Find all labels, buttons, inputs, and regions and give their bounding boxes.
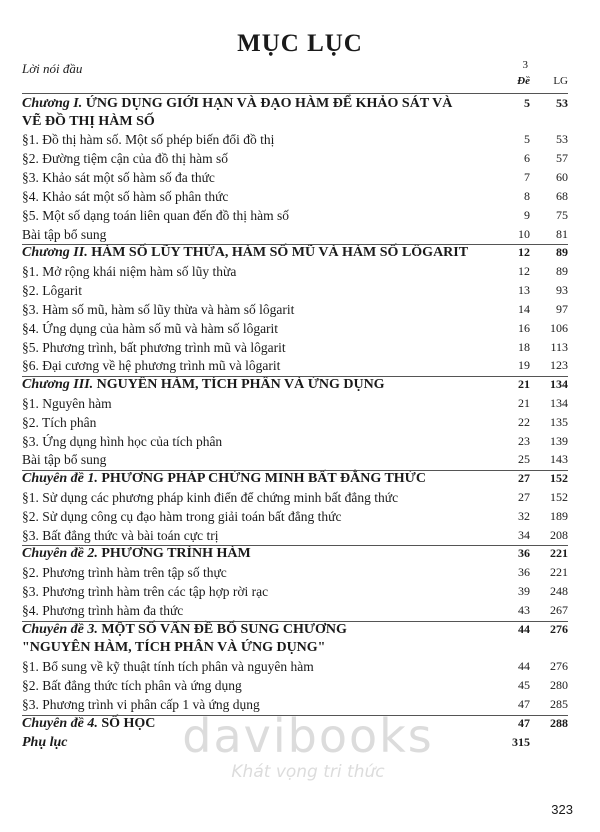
- entry-title: [22, 603, 183, 619]
- page-de: 10: [518, 227, 530, 241]
- entry-text: §3. Phương trình hàm trên các tập hợp rời rạc: [22, 584, 269, 599]
- entry-title: [22, 490, 398, 506]
- page-lg: 139: [550, 434, 568, 448]
- section-row: [22, 509, 568, 528]
- page-lg: 221: [550, 565, 568, 579]
- column-header-de: Đề: [517, 75, 530, 87]
- section-divider: [22, 376, 568, 377]
- entry-text: §5. Một số dạng toán liên quan đến đồ thị hàm số: [22, 208, 289, 223]
- entry-title: [22, 546, 251, 562]
- entry-title: [22, 208, 289, 224]
- section-row: [22, 321, 568, 340]
- entry-title: [22, 716, 155, 732]
- entry-title: [22, 358, 280, 374]
- entry-title: [22, 528, 218, 544]
- page-lg: 53: [556, 132, 568, 146]
- page-lg: 123: [550, 358, 568, 372]
- page-lg: 143: [550, 452, 568, 466]
- page-lg: 288: [550, 716, 568, 730]
- entry-title: [22, 565, 227, 581]
- entry-prefix: Chuyên đề 2.: [22, 546, 98, 561]
- entry-text: §4. Ứng dụng của hàm số mũ và hàm số lôgarit: [22, 321, 279, 336]
- page-lg: 208: [550, 528, 568, 542]
- entry-prefix: Chuyên đề 3.: [22, 622, 98, 637]
- page-lg: 189: [550, 509, 568, 523]
- page-lg: 113: [550, 340, 568, 354]
- section-row: [22, 415, 568, 434]
- section-row: [22, 452, 568, 471]
- section-divider: [22, 621, 568, 622]
- page-de: 315: [512, 735, 530, 749]
- page-de: 25: [518, 452, 530, 466]
- chapter-row: [22, 471, 568, 490]
- entry-text: §1. Sử dụng các phương pháp kinh điển để chứng minh bất đẳng thức: [22, 490, 399, 505]
- section-row: [22, 283, 568, 302]
- page-de: 27: [518, 471, 530, 485]
- page-lg: 152: [550, 490, 568, 504]
- page-lg: 97: [556, 302, 568, 316]
- entry-title: [22, 377, 385, 393]
- entry-title: [22, 659, 314, 675]
- entry-text-continued: VẼ ĐỒ THỊ HÀM SỐ: [22, 114, 155, 129]
- page-title: MỤC LỤC: [237, 30, 363, 57]
- section-row: [22, 396, 568, 415]
- page-lg: 135: [550, 415, 568, 429]
- entry-prefix: Chương I.: [22, 96, 83, 111]
- page-de: 23: [518, 434, 530, 448]
- entry-prefix: Chương III.: [22, 377, 94, 392]
- entry-text: PHƯƠNG PHÁP CHỨNG MINH BẤT ĐẲNG THỨC: [101, 471, 426, 486]
- page-de: 6: [524, 151, 530, 165]
- section-row: [22, 603, 568, 622]
- entry-title: [22, 697, 260, 713]
- page-lg: 89: [556, 264, 568, 278]
- watermark-brand: davibooks: [182, 709, 434, 763]
- entry-title: [22, 584, 268, 600]
- page-de: 18: [518, 340, 530, 354]
- entry-prefix: Chuyên đề 4.: [22, 716, 98, 731]
- entry-title: [22, 283, 82, 299]
- page-lg: 89: [556, 245, 568, 259]
- section-row: [22, 565, 568, 584]
- page-de: 7: [524, 170, 530, 184]
- entry-text: §2. Sử dụng công cụ đạo hàm trong giải toán bất đẳng thức: [22, 509, 342, 524]
- entry-text: Bài tập bổ sung: [22, 452, 107, 467]
- entry-text: §5. Phương trình, bất phương trình mũ và lôgarit: [22, 340, 286, 355]
- section-row: [22, 151, 568, 170]
- entry-text: §4. Khảo sát một số hàm số phân thức: [22, 189, 229, 204]
- page-de: 5: [524, 132, 530, 146]
- page-de: 39: [518, 584, 530, 598]
- entry-text: §3. Ứng dụng hình học của tích phân: [22, 434, 223, 449]
- entry-title: [22, 735, 68, 751]
- appendix-row: [22, 735, 568, 754]
- entry-text-continued: "NGUYÊN HÀM, TÍCH PHÂN VÀ ỨNG DỤNG": [22, 640, 326, 655]
- page-de: 45: [518, 678, 530, 692]
- entry-text: ỨNG DỤNG GIỚI HẠN VÀ ĐẠO HÀM ĐỂ KHẢO SÁT VÀ: [85, 96, 453, 111]
- section-row: [22, 434, 568, 453]
- entry-text: Bài tập bổ sung: [22, 227, 107, 242]
- entry-title: [22, 227, 106, 243]
- entry-text: §2. Phương trình hàm trên tập số thực: [22, 565, 227, 580]
- page-lg: 285: [550, 697, 568, 711]
- entry-prefix: Phụ lục: [22, 735, 68, 750]
- page-lg: 152: [550, 471, 568, 485]
- page-de: 9: [524, 208, 530, 222]
- chapter-row: [22, 377, 568, 396]
- entry-title: [22, 189, 228, 205]
- section-row: [22, 208, 568, 227]
- section-row: [22, 358, 568, 377]
- page-de: 22: [518, 415, 530, 429]
- section-row: [22, 132, 568, 151]
- page-lg: 134: [550, 377, 568, 391]
- entry-title: [22, 678, 242, 694]
- section-row: [22, 490, 568, 509]
- preface-page: 3: [522, 59, 528, 71]
- section-row: [22, 678, 568, 697]
- page-lg: 81: [556, 227, 568, 241]
- section-divider: [22, 93, 568, 94]
- page-de: 36: [518, 546, 530, 560]
- chapter-row: [22, 622, 568, 655]
- page-lg: 221: [550, 546, 568, 560]
- page-lg: 60: [556, 170, 568, 184]
- entry-text: §6. Đại cương về hệ phương trình mũ và lôgarit: [22, 358, 281, 373]
- entry-title: [22, 415, 96, 431]
- page-de: 13: [518, 283, 530, 297]
- entry-title: [22, 96, 452, 112]
- page-lg: 280: [550, 678, 568, 692]
- preface-label: Lời nói đầu: [22, 61, 83, 76]
- entry-text: NGUYÊN HÀM, TÍCH PHÂN VÀ ỨNG DỤNG: [96, 377, 385, 392]
- entry-text: HÀM SỐ LŨY THỪA, HÀM SỐ MŨ VÀ HÀM SỐ LÔGARIT: [91, 245, 469, 260]
- page-de: 36: [518, 565, 530, 579]
- page-de: 12: [518, 264, 530, 278]
- entry-text: §4. Phương trình hàm đa thức: [22, 603, 184, 618]
- section-divider: [22, 244, 568, 245]
- chapter-row: [22, 245, 568, 264]
- page-de: 44: [518, 622, 530, 636]
- entry-title: [22, 132, 274, 148]
- section-row: [22, 264, 568, 283]
- page-de: 43: [518, 603, 530, 617]
- entry-text: §2. Bất đẳng thức tích phân và ứng dụng: [22, 678, 242, 693]
- page-lg: 267: [550, 603, 568, 617]
- entry-title: [22, 321, 278, 337]
- page-number: 323: [551, 802, 573, 817]
- page-de: 44: [518, 659, 530, 673]
- entry-prefix: Chương II.: [22, 245, 88, 260]
- chapter-row: [22, 546, 568, 565]
- page-de: 21: [518, 377, 530, 391]
- section-row: [22, 659, 568, 678]
- entry-title: [22, 509, 341, 525]
- entry-text: PHƯƠNG TRÌNH HÀM: [101, 546, 251, 561]
- section-divider: [22, 545, 568, 546]
- page-de: 14: [518, 302, 530, 316]
- section-row: [22, 302, 568, 321]
- page-lg: 53: [556, 96, 568, 110]
- entry-title: [22, 264, 236, 280]
- column-header-lg: LG: [553, 75, 568, 87]
- entry-text: §1. Bổ sung về kỹ thuật tính tích phân và nguyên hàm: [22, 659, 314, 674]
- page-de: 12: [518, 245, 530, 259]
- page-lg: 276: [550, 622, 568, 636]
- page-lg: 276: [550, 659, 568, 673]
- entry-title: [22, 396, 112, 412]
- page-lg: 248: [550, 584, 568, 598]
- page-lg: 134: [550, 396, 568, 410]
- page-de: 16: [518, 321, 530, 335]
- page-lg: 57: [556, 151, 568, 165]
- page-de: 21: [518, 396, 530, 410]
- entry-title: [22, 471, 426, 487]
- page-de: 8: [524, 189, 530, 203]
- watermark-slogan: Khát vọng tri thức: [231, 762, 385, 782]
- entry-text: §2. Lôgarit: [22, 283, 82, 298]
- page-de: 34: [518, 528, 530, 542]
- entry-text: §1. Mở rộng khái niệm hàm số lũy thừa: [22, 264, 237, 279]
- entry-title: [22, 170, 215, 186]
- page-de: 47: [518, 716, 530, 730]
- chapter-row: [22, 716, 568, 735]
- entry-title: [22, 245, 468, 261]
- section-row: [22, 697, 568, 716]
- chapter-row: [22, 96, 568, 129]
- page-de: 27: [518, 490, 530, 504]
- entry-text: §2. Đường tiệm cận của đồ thị hàm số: [22, 151, 229, 166]
- page-lg: 68: [556, 189, 568, 203]
- entry-title: [22, 340, 286, 356]
- page-de: 32: [518, 509, 530, 523]
- entry-text: MỘT SỐ VẤN ĐỀ BỔ SUNG CHƯƠNG: [101, 622, 347, 637]
- entry-text: §1. Đồ thị hàm số. Một số phép biến đổi đồ thị: [22, 132, 275, 147]
- entry-text: §2. Tích phân: [22, 415, 97, 430]
- page-lg: 93: [556, 283, 568, 297]
- entry-text: §1. Nguyên hàm: [22, 396, 112, 411]
- section-divider: [22, 715, 568, 716]
- entry-title: [22, 151, 228, 167]
- entry-title: [22, 622, 347, 638]
- page-de: 5: [524, 96, 530, 110]
- entry-title: [22, 302, 294, 318]
- entry-text: §3. Bất đẳng thức và bài toán cực trị: [22, 528, 219, 543]
- entry-prefix: Chuyên đề 1.: [22, 471, 98, 486]
- entry-title: [22, 452, 106, 468]
- section-row: [22, 584, 568, 603]
- section-row: [22, 170, 568, 189]
- entry-text: §3. Khảo sát một số hàm số đa thức: [22, 170, 215, 185]
- page-lg: 75: [556, 208, 568, 222]
- section-divider: [22, 470, 568, 471]
- entry-text: §3. Phương trình vi phân cấp 1 và ứng dụng: [22, 697, 260, 712]
- section-row: [22, 189, 568, 208]
- section-row: [22, 340, 568, 359]
- entry-text: SỐ HỌC: [101, 716, 156, 731]
- page-de: 47: [518, 697, 530, 711]
- page-lg: 106: [550, 321, 568, 335]
- entry-title: [22, 434, 222, 450]
- entry-text: §3. Hàm số mũ, hàm số lũy thừa và hàm số lôgarit: [22, 302, 295, 317]
- page-de: 19: [518, 358, 530, 372]
